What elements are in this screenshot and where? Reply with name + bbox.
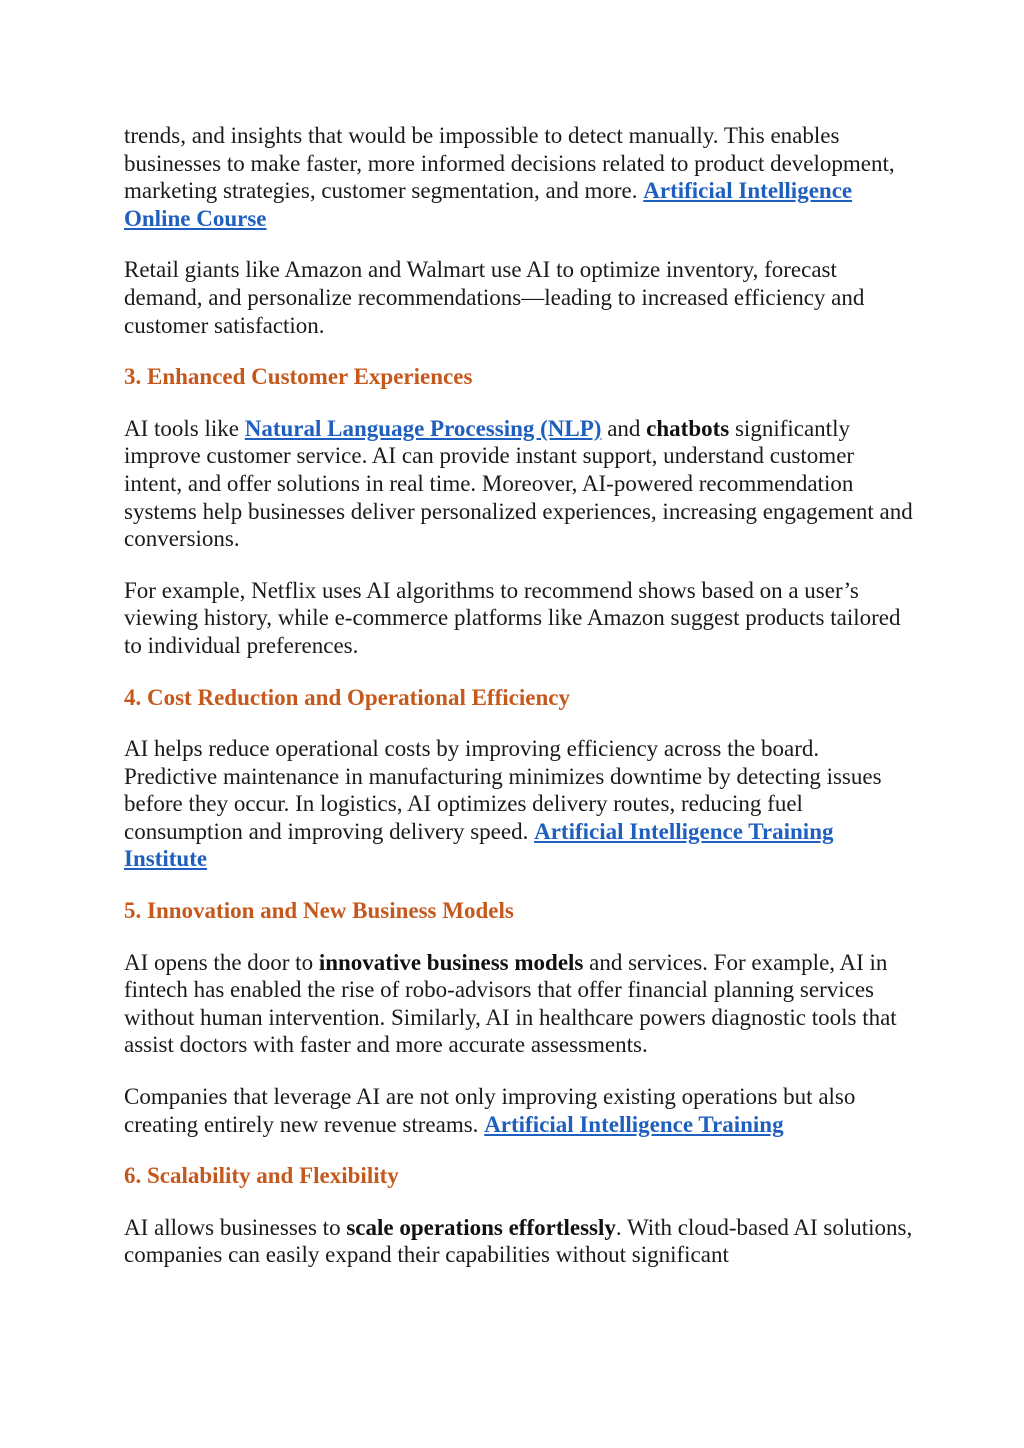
link-ai-training[interactable]: Artificial Intelligence Training	[484, 1111, 784, 1137]
link-ai-training-institute[interactable]: Artificial Intelligence Training Institute	[124, 818, 834, 872]
paragraph-text: and	[601, 415, 647, 441]
paragraph-text: AI tools like	[124, 415, 245, 441]
paragraph-insights	[124, 122, 914, 232]
paragraph-text: . With cloud-based AI solutions, companies can easily expand their capabilities without significant	[124, 1214, 913, 1268]
paragraph-operational-costs	[124, 735, 914, 873]
paragraph-text: AI allows businesses to	[124, 1214, 347, 1240]
heading-customer-experiences: 3. Enhanced Customer Experiences	[124, 364, 473, 390]
link-ai-online-course[interactable]: Artificial Intelligence Online Course	[124, 178, 853, 231]
paragraph-text: trends, and insights that would be impossible to detect manually. This enables businesses to make faster, more informed decisions related to product development, marketing strategies, customer segmentation, and more.	[124, 123, 895, 204]
heading-cost-reduction: 4. Cost Reduction and Operational Efficiency	[124, 684, 570, 710]
paragraph-text: AI helps reduce operational costs by improving efficiency across the board. Predictive maintenance in manufacturing minimizes downtime by detecting issues before they occur. In logistics, AI optimizes delivery routes, reducing fuel consumption and improving delivery speed.	[124, 736, 882, 844]
heading-innovation: 5. Innovation and New Business Models	[124, 898, 514, 924]
paragraph-text: significantly improve customer service. AI can provide instant support, understand customer intent, and offer solutions in real time. Moreover, AI-powered recommendation systems help businesses deliver personalized experiences, increasing engagement and conversions.	[124, 415, 913, 552]
paragraph-business-models	[124, 949, 914, 1059]
paragraph-netflix	[124, 577, 914, 660]
paragraph-text: For example, Netflix uses AI algorithms to recommend shows based on a user’s viewing history, while e-commerce platforms like Amazon suggest products tailored to individual preferences.	[124, 577, 901, 658]
paragraph-revenue-streams	[124, 1083, 914, 1138]
paragraph-scale-operations	[124, 1214, 914, 1269]
bold-scale-operations: scale operations effortlessly	[346, 1214, 616, 1240]
bold-chatbots: chatbots	[646, 415, 730, 441]
paragraph-text: AI opens the door to	[124, 949, 319, 975]
paragraph-text: Companies that leverage AI are not only improving existing operations but also creating entirely new revenue streams.	[124, 1084, 856, 1137]
paragraph-text: Retail giants like Amazon and Walmart use AI to optimize inventory, forecast demand, and personalize recommendations—leading to increased efficiency and customer satisfaction.	[124, 257, 865, 338]
heading-scalability: 6. Scalability and Flexibility	[124, 1163, 399, 1189]
paragraph-ai-tools	[124, 415, 914, 553]
document-page	[124, 122, 914, 1293]
link-nlp[interactable]: Natural Language Processing (NLP)	[244, 415, 602, 441]
paragraph-retail	[124, 256, 914, 339]
paragraph-text: and services. For example, AI in fintech has enabled the rise of robo-advisors that offer financial planning services without human intervention. Similarly, AI in healthcare powers diagnostic tools that assist doctors with faster and more accurate assessments.	[124, 949, 897, 1058]
bold-innovative-business-models: innovative business models	[318, 949, 584, 975]
